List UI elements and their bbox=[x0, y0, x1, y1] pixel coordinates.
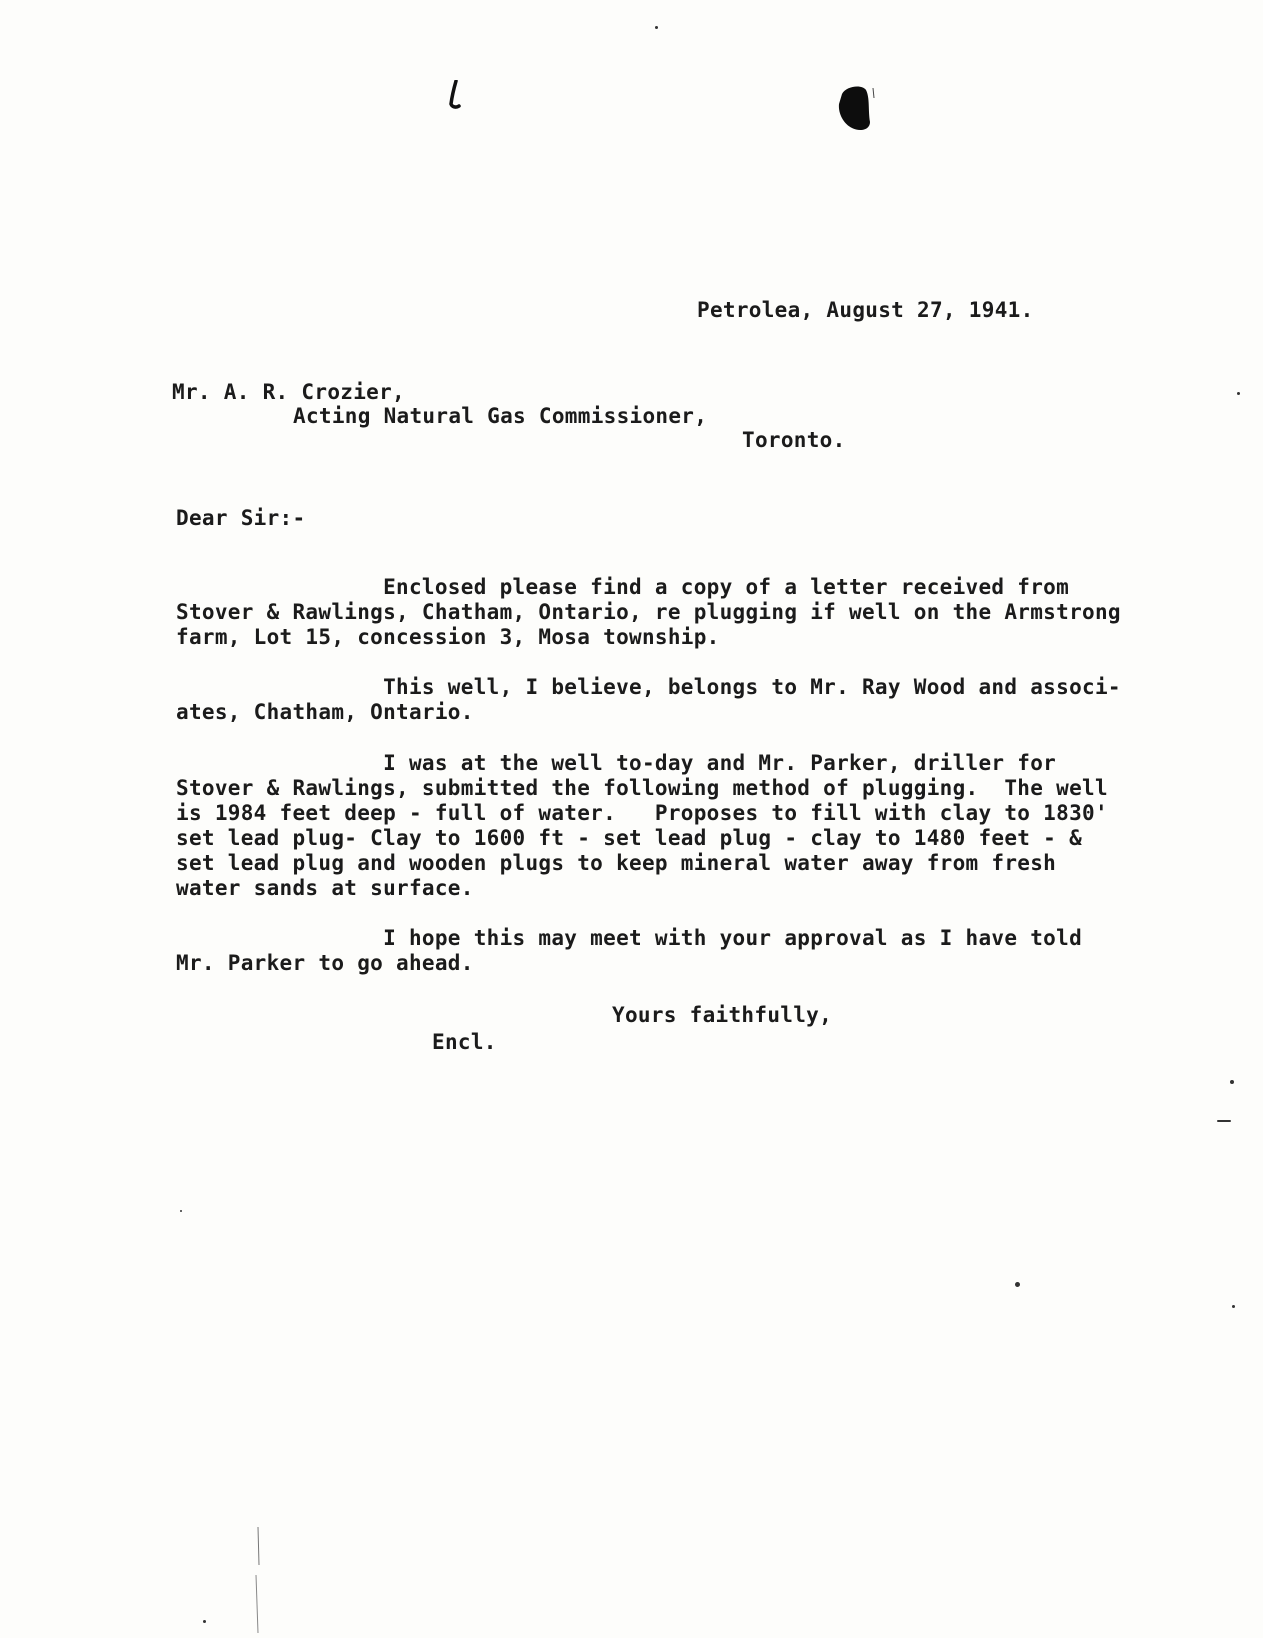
letter-date: Petrolea, August 27, 1941. bbox=[697, 298, 1034, 322]
paragraph-line: farm, Lot 15, concession 3, Mosa township. bbox=[176, 625, 720, 649]
paragraph-line: Enclosed please find a copy of a letter received from bbox=[176, 575, 1070, 599]
complimentary-close: Yours faithfully, bbox=[612, 1003, 833, 1027]
paragraph-line: set lead plug- Clay to 1600 ft - set lead plug - clay to 1480 feet - & bbox=[176, 826, 1083, 850]
scan-speck bbox=[1230, 1080, 1234, 1084]
scan-speck bbox=[655, 26, 658, 29]
recipient-title: Acting Natural Gas Commissioner, bbox=[293, 404, 708, 428]
scan-speck bbox=[1237, 392, 1240, 395]
enclosure-note: Encl. bbox=[432, 1030, 497, 1054]
paragraph-line: I was at the well to-day and Mr. Parker, driller for bbox=[176, 751, 1057, 775]
paragraph-line: Stover & Rawlings, submitted the following method of plugging. The well bbox=[176, 776, 1108, 800]
margin-scratch-marks bbox=[248, 1525, 268, 1635]
salutation: Dear Sir:- bbox=[176, 506, 306, 530]
recipient-city: Toronto. bbox=[742, 428, 846, 452]
scan-speck bbox=[1232, 1305, 1235, 1308]
ink-blot-mark bbox=[836, 84, 876, 132]
paragraph-line: Stover & Rawlings, Chatham, Ontario, re plugging if well on the Armstrong bbox=[176, 600, 1121, 624]
paragraph-well-ownership bbox=[176, 675, 1216, 725]
paragraph-line: set lead plug and wooden plugs to keep mineral water away from fresh bbox=[176, 851, 1057, 875]
pen-tick-mark bbox=[448, 80, 462, 110]
paragraph-line: is 1984 feet deep - full of water. Proposes to fill with clay to 1830' bbox=[176, 801, 1108, 825]
scan-speck bbox=[180, 1210, 182, 1212]
paragraph-enclosed-letter bbox=[176, 575, 1216, 650]
paragraph-line: I hope this may meet with your approval as I have told bbox=[176, 926, 1083, 950]
paragraph-line: This well, I believe, belongs to Mr. Ray Wood and associ- bbox=[176, 675, 1121, 699]
paragraph-line: ates, Chatham, Ontario. bbox=[176, 700, 474, 724]
paragraph-line: water sands at surface. bbox=[176, 876, 474, 900]
scan-speck bbox=[203, 1620, 206, 1623]
paragraph-approval bbox=[176, 926, 1216, 976]
scan-speck bbox=[1217, 1120, 1231, 1122]
recipient-name: Mr. A. R. Crozier, bbox=[172, 380, 405, 404]
scan-speck bbox=[1015, 1282, 1020, 1287]
paragraph-plugging-method bbox=[176, 751, 1216, 901]
paragraph-line: Mr. Parker to go ahead. bbox=[176, 951, 474, 975]
